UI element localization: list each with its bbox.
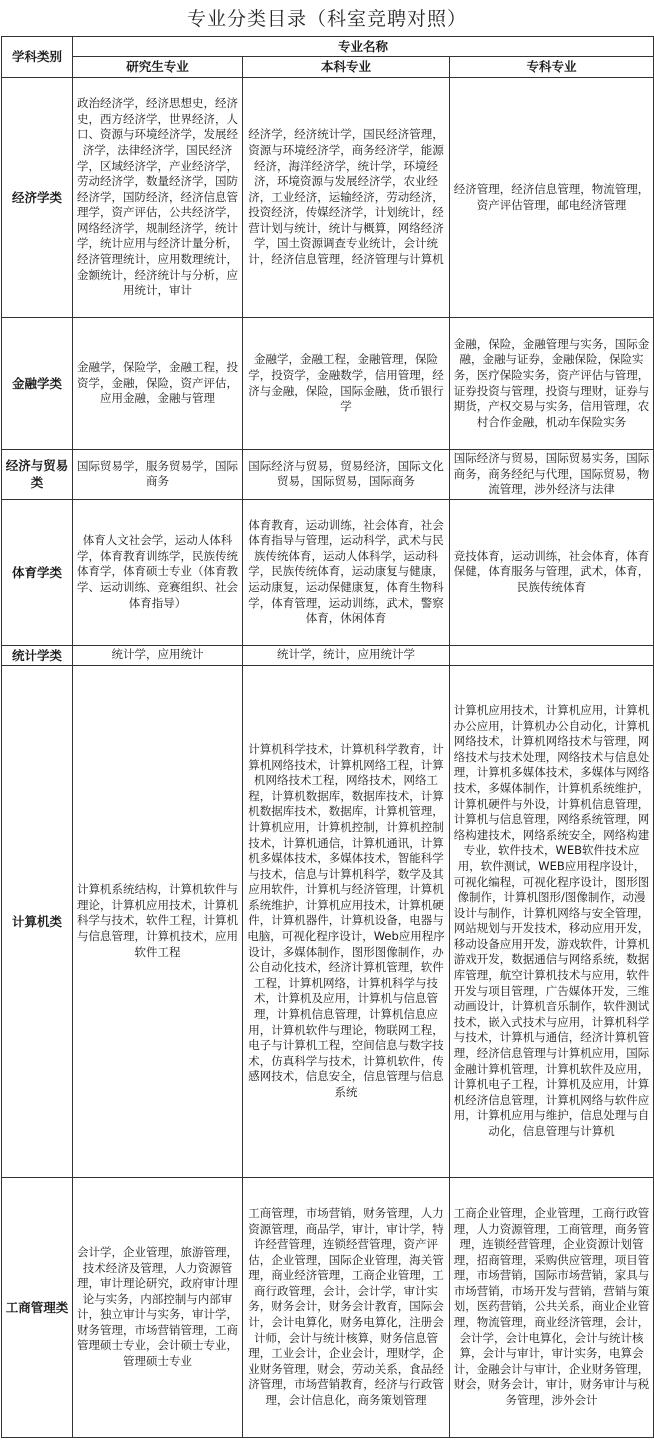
undergraduate-majors: 工商管理，市场营销，财务管理，人力资源管理，商品学，审计，审计学，特许经营管理，连锁经营管理，资产评估，企业管理，国际企业管理，海关管理，商业经济管理，工商企业管理，工商行政管理，会计，会计学，审计实务，财务会计，财务会计教育，国际会计，会计电算化，财务电算化，注册会计师，会计与统计核算，财务信息管理，工业会计，企业会计，理财学，企业财务管理，财会，劳动关系，食品经济管理，市场营销教育，经济与行政管理，会计信息化，商务策划管理 — [243, 1177, 450, 1437]
row-category: 经济学类 — [2, 78, 73, 318]
table-row — [2, 318, 654, 450]
table-row — [2, 1177, 654, 1437]
undergraduate-column-header: 本科专业 — [243, 57, 450, 78]
page-title: 专业分类目录（科室竞聘对照） — [186, 8, 467, 30]
undergraduate-majors: 国际经济与贸易，贸易经济，国际文化贸易，国际贸易，国际商务 — [243, 450, 450, 500]
undergraduate-majors: 统计学，统计，应用统计学 — [243, 645, 450, 665]
category-column-header: 学科类别 — [2, 37, 73, 78]
graduate-majors: 计算机系统结构，计算机软件与理论，计算机应用技术，计算机科学与技术，软件工程，计算机与信息管理，计算机技术，应用软件工程 — [73, 665, 243, 1177]
graduate-majors: 政治经济学，经济思想史，经济史，西方经济学，世界经济，人口、资源与环境经济学，发展经济学，法律经济学，国民经济学，区域经济学，产业经济学，劳动经济学，数量经济学，国防经济学，国防经济，经济信息管理学，资产评估，公共经济学，网络经济学，规制经济学，统计学，统计应用与经济计量分析，经济管理统计，应用数理统计，金额统计，经济统计与分析，应用统计，审计 — [73, 78, 243, 318]
undergraduate-majors: 计算机科学技术，计算机科学教育，计算机网络技术，计算机网络工程，计算机网络技术工程，网络技术，网络工程，计算机数据库，数据库技术，计算机数据库技术，数据库，计算机管理，计算机应用，计算机控制，计算机控制技术，计算机通信，计算机通讯，计算机多媒体技术，多媒体技术，智能科学与技术，信息与计算机科学，数学及其应用软件，计算机与经济管理，计算机系统维护，计算机应用技术，计算机硬件，计算机器件，计算机设备，电器与电脑，可视化程序设计，Web应用程序设计，多媒体制作，图形图像制作，办公自动化技术，经济计算机管理，软件工程，计算机网络，计算机科学与技术，计算机及应用，计算机与信息管理，计算机信息管理，计算机信息应用，计算机软件与理论，物联网工程，电子与计算机工程，空间信息与数字技术，仿真科学与技术，计算机软件，传感网技术，信息安全，信息管理与信息系统 — [243, 665, 450, 1177]
row-category: 经济与贸易类 — [2, 450, 73, 500]
row-category: 统计学类 — [2, 645, 73, 665]
college-majors: 工商企业管理，企业管理，工商行政管理，人力资源管理，工商管理，商务管理，连锁经营管理，企业资源计划管理，招商管理，采购供应管理，项目管理，市场营销，国际市场营销，家具与市场营销，市场开发与营销，营销与策划，医药营销，公共关系，商业企业管理，物流管理，商业经济管理，会计，会计学，会计电算化，会计与统计核算，会计与审计，审计实务，电算会计，金融会计与审计，企业财务管理，财会，财务会计，审计，财务审计与税务管理，涉外会计 — [450, 1177, 654, 1437]
row-category: 体育学类 — [2, 499, 73, 645]
graduate-majors: 统计学，应用统计 — [73, 645, 243, 665]
college-majors: 金融，保险，金融管理与实务，国际金融，金融与证券，金融保险，保险实务，医疗保险实务，资产评估与管理，证券投资与管理，投资与理财，证券与期货，产权交易与实务，信用管理，农村合作金融，机动车保险实务 — [450, 318, 654, 450]
graduate-majors: 国际贸易学，服务贸易学，国际商务 — [73, 450, 243, 500]
college-majors: 计算机应用技术，计算机应用，计算机办公应用，计算机办公自动化，计算机网络技术，计算机网络技术与管理，网络技术与技术处理，网络技术与信息处理，计算机多媒体技术，多媒体与网络技术，多媒体制作，计算机系统维护，计算机硬件与外设，计算机信息管理，计算机与信息管理，网络系统管理，网络构建技术，网络系统安全，网络构建专业，软件技术，WEB软件技术应用，软件测试，WEB应用程序设计，可视化编程，可视化程序设计，图形图像制作，计算机图形/图像制作，动漫设计与制作，计算机网络与安全管理，网站规划与开发技术，移动应用开发，移动设备应用开发，游戏软件，计算机游戏开发，数据通信与网络系统，数据库管理，航空计算机技术与应用，软件开发与项目管理，广告媒体开发，三维动画设计，计算机音乐制作，软件测试技术，嵌入式技术与应用，计算机科学与技术，计算机与通信，经济计算机管理，经济信息管理与计算机应用，国际金融计算机管理，计算机软件及应用，计算机电子工程，计算机及应用，计算机经济信息管理，计算机网络与软件应用，计算机应用与维护，信息处理与自动化，信息管理与计算机 — [450, 665, 654, 1177]
table-row — [2, 78, 654, 318]
table-row — [2, 665, 654, 1177]
header-row-top — [2, 37, 654, 57]
table-row — [2, 450, 654, 500]
graduate-column-header: 研究生专业 — [73, 57, 243, 78]
major-name-header: 专业名称 — [73, 37, 654, 57]
row-category: 计算机类 — [2, 665, 73, 1177]
college-majors — [450, 645, 654, 665]
college-column-header: 专科专业 — [450, 57, 654, 78]
undergraduate-majors: 体育教育，运动训练，社会体育，社会体育指导与管理，运动科学，武术与民族传统体育，运动人体科学，运动科学，民族传统体育，运动康复与健康，运动康复，运动保健康复，体育生物科学，体育管理，运动训练，武术，警察体育，休闲体育 — [243, 499, 450, 645]
undergraduate-majors: 经济学，经济统计学，国民经济管理，资源与环境经济学，商务经济学，能源经济，海洋经济学，统计学，环境经济，环境资源与发展经济学，农业经济，工业经济，运输经济，劳动经济，投资经济，传媒经济学，计划统计，经营计划与统计，统计与概算，网络经济学，国土资源调查专业统计，会计统计，经济信息管理，经济管理与计算机 — [243, 78, 450, 318]
graduate-majors: 金融学，保险学，金融工程，投资学，金融，保险，资产评估，应用金融，金融与管理 — [73, 318, 243, 450]
college-majors: 国际经济与贸易，国际贸易实务，国际商务，商务经纪与代理，国际贸易，物流管理，涉外经济与法律 — [450, 450, 654, 500]
graduate-majors: 体育人文社会学，运动人体科学，体育教育训练学，民族传统体育学，体育硕士专业（体育教学、运动训练、竞赛组织、社会体育指导） — [73, 499, 243, 645]
graduate-majors: 会计学，企业管理，旅游管理，技术经济及管理，人力资源管理，审计理论研究，政府审计理论与实务，内部控制与内部审计，独立审计与实务，审计学，财务管理，市场营销管理，工商管理硕士专业，会计硕士专业，管理硕士专业 — [73, 1177, 243, 1437]
undergraduate-majors: 金融学，金融工程，金融管理，保险学，投资学，金融数学，信用管理，经济与金融，保险，国际金融，货币银行学 — [243, 318, 450, 450]
header-row-sub — [2, 57, 654, 78]
row-category: 金融学类 — [2, 318, 73, 450]
table-row — [2, 499, 654, 645]
college-majors: 竞技体育，运动训练，社会体育，体育保健，体育服务与管理，武术，体育，民族传统体育 — [450, 499, 654, 645]
college-majors: 经济管理，经济信息管理，物流管理，资产评估管理，邮电经济管理 — [450, 78, 654, 318]
major-catalog-table — [1, 36, 654, 1438]
row-category: 工商管理类 — [2, 1177, 73, 1437]
table-row — [2, 645, 654, 665]
